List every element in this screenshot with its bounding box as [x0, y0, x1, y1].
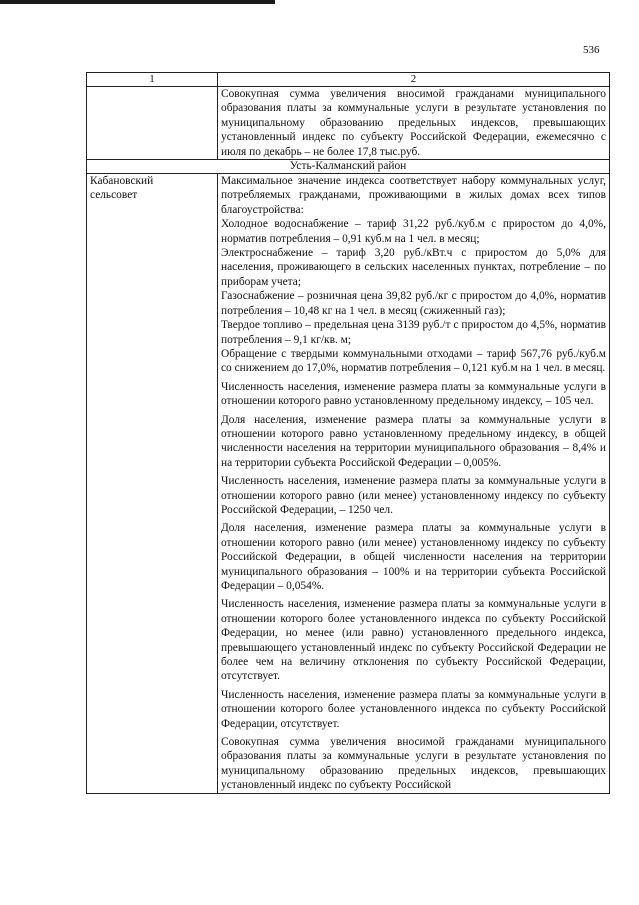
settlement-details-cell [218, 174, 610, 794]
paragraph-cold-water: Холодное водоснабжение – тариф 31,22 руб./куб.м с приростом до 4,0%, норматив потребления – 0,91 куб.м на 1 чел. в месяц; [221, 218, 606, 245]
paragraph-solid-fuel: Твердое топливо – предельная цена 3139 руб./т с приростом до 4,5%, норматив потребления – 9,1 кг/кв. м; [221, 319, 606, 346]
header-col-2: 2 [218, 73, 610, 87]
paragraph-population-equal: Численность населения, изменение размера платы за коммунальные услуги в отношении которого равно установленному предельному индексу, – 105 чел. [221, 380, 606, 408]
settlement-row [87, 174, 610, 794]
paragraph-population-less: Численность населения, изменение размера платы за коммунальные услуги в отношении которого равно (или менее) установленному индексу по субъекту Российской Федерации, – 1250 чел. [221, 475, 606, 516]
paragraph-population-between: Численность населения, изменение размера платы за коммунальные услуги в отношении которого более установленного индекса по субъекту Российской Федерации, но менее (или равно) установленного предельного индекса, превышающего установленный индекс по субъекту Российской Федерации не более чем на величину отклонения по субъекту Российской Федерации, отсутствует. [221, 598, 606, 683]
paragraph-waste: Обращение с твердыми коммунальными отходами – тариф 567,76 руб./куб.м со снижением до 17,0%, норматив потребления – 0,121 куб.м на 1 чел. в месяц. [221, 347, 606, 375]
settlement-name-line-1: Кабановский [90, 175, 154, 188]
continuation-text: Совокупная сумма увеличения вносимой гражданами муниципального образования платы за коммунальные услуги в результате установления по муниципальному образованию предельных индексов, превышающих установленный индекс по субъекту Российской Федерации, ежемесячно с июля по декабрь – не более 17,8 тыс.руб. [221, 88, 606, 158]
paragraph-total-increase: Совокупная сумма увеличения вносимой гражданами муниципального образования платы за коммунальные услуги в результате установления по муниципальному образованию предельных индексов, превышающих установленный индекс по субъекту Российской [221, 736, 606, 792]
scan-edge-mark [0, 0, 275, 4]
district-title: Усть-Калманский район [87, 160, 610, 174]
page-number: 536 [583, 44, 600, 56]
paragraph-gas: Газоснабжение – розничная цена 39,82 руб./кг с приростом до 4,0%, норматив потребления – 10,48 кг на 1 чел. в месяц (сжиженный газ); [221, 290, 606, 317]
continuation-row [87, 87, 610, 160]
continuation-empty-cell [87, 87, 218, 160]
table-header-row [87, 73, 610, 87]
paragraph-intro: Максимальное значение индекса соответствует набору коммунальных услуг, потребляемых гражданами, проживающими в жилых домах всех типов благоустройства: [221, 175, 606, 216]
paragraph-share-equal: Доля населения, изменение размера платы за коммунальные услуги в отношении которого равно установленному предельному индексу, в общей численности населения на территории муниципального образования – 8,4% и на территории субъекта Российской Федерации – 0,005%. [221, 413, 606, 469]
header-col-1: 1 [87, 73, 218, 87]
district-row [87, 160, 610, 174]
settlement-name-line-2: сельсовет [90, 189, 138, 202]
paragraph-electricity: Электроснабжение – тариф 3,20 руб./кВт.ч с приростом до 5,0% для населения, проживающего в сельских населенных пунктах, потребление – по приборам учета; [221, 247, 606, 288]
settlement-name-cell [87, 174, 218, 794]
paragraph-share-less: Доля населения, изменение размера платы за коммунальные услуги в отношении которого равно (или менее) установленному индексу по субъекту Российской Федерации, в общей численности населения на территории муниципального образования – 100% и на территории субъекта Российской Федерации – 0,054%. [221, 522, 606, 592]
tariff-table [86, 72, 610, 794]
continuation-cell [218, 87, 610, 160]
paragraph-population-more: Численность населения, изменение размера платы за коммунальные услуги в отношении которого более установленного индекса по субъекту Российской Федерации, отсутствует. [221, 688, 606, 730]
